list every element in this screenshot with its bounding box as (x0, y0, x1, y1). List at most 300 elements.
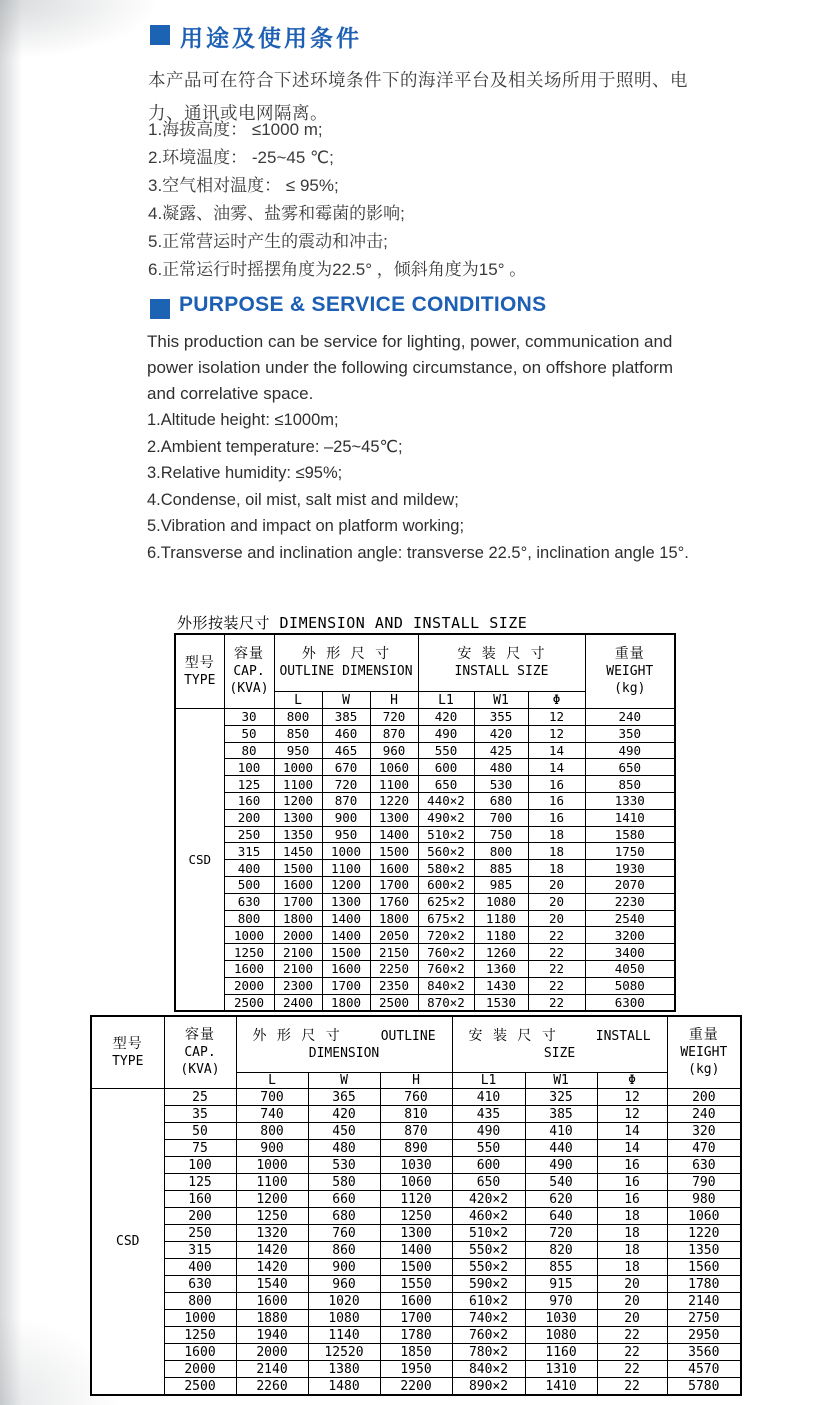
data-cell: 50 (224, 725, 274, 742)
data-cell: 1420 (236, 1259, 308, 1276)
data-cell: 700 (236, 1089, 308, 1106)
data-cell: 2300 (274, 977, 322, 994)
en-condition-list (147, 407, 807, 566)
data-cell: 2400 (274, 994, 322, 1011)
data-cell: 1350 (667, 1242, 741, 1259)
data-cell: 660 (308, 1191, 380, 1208)
data-cell: 250 (164, 1225, 236, 1242)
data-cell: 1250 (380, 1208, 452, 1225)
data-cell: 1320 (236, 1225, 308, 1242)
data-cell: 760×2 (418, 944, 474, 961)
data-cell: 435 (452, 1106, 525, 1123)
data-cell: 18 (528, 843, 585, 860)
data-cell: 14 (597, 1140, 667, 1157)
data-cell: 18 (597, 1242, 667, 1259)
table-row (175, 977, 675, 994)
data-cell: 18 (597, 1208, 667, 1225)
data-cell: 855 (525, 1259, 597, 1276)
data-cell: 870 (380, 1123, 452, 1140)
data-cell: 1750 (585, 843, 675, 860)
data-cell: 22 (597, 1378, 667, 1396)
col-header-outline-dimension: 外 形 尺 寸 OUTLINE DIMENSION (274, 634, 418, 692)
data-cell: 2100 (274, 944, 322, 961)
data-cell: 870 (322, 792, 370, 809)
table-row (175, 742, 675, 759)
data-cell: 320 (667, 1123, 741, 1140)
data-cell: 600 (452, 1157, 525, 1174)
data-cell: 820 (525, 1242, 597, 1259)
data-cell: 490 (418, 725, 474, 742)
data-cell: 1000 (224, 927, 274, 944)
data-cell: 14 (528, 742, 585, 759)
data-cell: 900 (308, 1259, 380, 1276)
data-cell: 4050 (585, 960, 675, 977)
data-cell: 1310 (525, 1361, 597, 1378)
table-row (175, 910, 675, 927)
table-row (175, 792, 675, 809)
data-cell: 22 (597, 1361, 667, 1378)
data-cell: 550×2 (452, 1259, 525, 1276)
data-cell: 3200 (585, 927, 675, 944)
data-cell: 420 (474, 725, 528, 742)
data-cell: 2350 (370, 977, 418, 994)
table-row (175, 759, 675, 776)
data-cell: 2750 (667, 1310, 741, 1327)
data-cell: 2000 (274, 927, 322, 944)
table-row (91, 1378, 741, 1396)
table-row (91, 1123, 741, 1140)
data-cell: 18 (528, 860, 585, 877)
data-cell: 1100 (274, 776, 322, 793)
data-cell: 1300 (322, 893, 370, 910)
data-cell: 490 (525, 1157, 597, 1174)
blue-square-bullet-icon (150, 299, 170, 319)
data-cell: 2230 (585, 893, 675, 910)
data-cell: 800 (224, 910, 274, 927)
data-cell: 16 (597, 1174, 667, 1191)
data-cell: 425 (474, 742, 528, 759)
table-row (175, 927, 675, 944)
data-cell: 1560 (667, 1259, 741, 1276)
data-cell: 1600 (236, 1293, 308, 1310)
data-cell: 720 (525, 1225, 597, 1242)
data-cell: 1080 (308, 1310, 380, 1327)
blue-square-bullet-icon (150, 25, 170, 45)
data-cell: 5080 (585, 977, 675, 994)
data-cell: 365 (308, 1089, 380, 1106)
data-cell: 1000 (274, 759, 322, 776)
data-cell: 1100 (370, 776, 418, 793)
table1-title: 外形按装尺寸 DIMENSION AND INSTALL SIZE (177, 614, 528, 632)
data-cell: 630 (224, 893, 274, 910)
cn-intro-paragraph: 本产品可在符合下述环境条件下的海洋平台及相关场所用于照明、电力、通讯或电网隔离。 (148, 70, 688, 123)
data-cell: 510×2 (452, 1225, 525, 1242)
data-cell: 500 (224, 876, 274, 893)
scan-edge-shading-left (0, 0, 22, 1405)
data-cell: 1030 (525, 1310, 597, 1327)
data-cell: 16 (528, 792, 585, 809)
data-cell: 2260 (236, 1378, 308, 1396)
data-cell: 650 (418, 776, 474, 793)
data-cell: 1600 (322, 960, 370, 977)
data-cell: 16 (597, 1157, 667, 1174)
data-cell: 18 (597, 1225, 667, 1242)
data-cell: 1950 (380, 1361, 452, 1378)
data-cell: 1100 (322, 860, 370, 877)
data-cell: 18 (528, 826, 585, 843)
table-row (91, 1174, 741, 1191)
data-cell: 550 (418, 742, 474, 759)
subcol-W: W (322, 692, 370, 709)
data-cell: 4570 (667, 1361, 741, 1378)
data-cell: 22 (528, 944, 585, 961)
data-cell: 530 (474, 776, 528, 793)
data-cell: 420 (418, 709, 474, 726)
data-cell: 900 (236, 1140, 308, 1157)
data-cell: 30 (224, 709, 274, 726)
section-title-en: PURPOSE & SERVICE CONDITIONS (179, 293, 547, 316)
data-cell: 1120 (380, 1191, 452, 1208)
table-row (91, 1225, 741, 1242)
data-cell: 22 (597, 1327, 667, 1344)
data-cell: 550×2 (452, 1242, 525, 1259)
col-header-type: 型号 TYPE (175, 634, 224, 709)
data-cell: 550 (452, 1140, 525, 1157)
data-cell: 630 (667, 1157, 741, 1174)
cn-list-item: 4.凝露、油雾、盐雾和霉菌的影响; (148, 204, 405, 223)
data-cell: 960 (370, 742, 418, 759)
data-cell: 1080 (474, 893, 528, 910)
data-cell: 620 (525, 1191, 597, 1208)
data-cell: 2540 (585, 910, 675, 927)
data-cell: 1600 (370, 860, 418, 877)
table-row (175, 893, 675, 910)
data-cell: 2200 (380, 1378, 452, 1396)
data-cell: 125 (224, 776, 274, 793)
subcol-phi: Φ (528, 692, 585, 709)
data-cell: 700 (474, 809, 528, 826)
data-cell: 800 (274, 709, 322, 726)
data-cell: 740×2 (452, 1310, 525, 1327)
data-cell: 250 (224, 826, 274, 843)
data-cell: 490 (585, 742, 675, 759)
data-cell: 590×2 (452, 1276, 525, 1293)
data-cell: 1200 (236, 1191, 308, 1208)
data-cell: 600 (418, 759, 474, 776)
data-cell: 600×2 (418, 876, 474, 893)
data-cell: 385 (525, 1106, 597, 1123)
data-cell: 780×2 (452, 1344, 525, 1361)
data-cell: 3560 (667, 1344, 741, 1361)
data-cell: 22 (528, 994, 585, 1011)
data-cell: 200 (224, 809, 274, 826)
data-cell: 890 (380, 1140, 452, 1157)
data-cell: 1180 (474, 910, 528, 927)
table-row (175, 776, 675, 793)
data-cell: 2000 (224, 977, 274, 994)
en-list-item: 5.Vibration and impact on platform working; (147, 517, 465, 535)
data-cell: 460 (322, 725, 370, 742)
data-cell: 1400 (322, 910, 370, 927)
data-cell: 1410 (585, 809, 675, 826)
data-cell: 100 (164, 1157, 236, 1174)
data-cell: 850 (274, 725, 322, 742)
data-cell: 35 (164, 1106, 236, 1123)
dimension-install-table-1 (174, 633, 676, 1012)
data-cell: 670 (322, 759, 370, 776)
data-cell: 1530 (474, 994, 528, 1011)
data-cell: 1180 (474, 927, 528, 944)
data-cell: 580×2 (418, 860, 474, 877)
col-header-outline-dimension: 外 形 尺 寸 OUTLINE DIMENSION (236, 1016, 452, 1073)
table-row (91, 1327, 741, 1344)
data-cell: 20 (528, 910, 585, 927)
data-cell: 3400 (585, 944, 675, 961)
type-cell: CSD (175, 709, 224, 1012)
en-intro-paragraph: This production can be service for lighting, power, communication and power isolation under the following circumstance, on offshore platform and correlative space. (147, 332, 674, 403)
data-cell: 890×2 (452, 1378, 525, 1396)
data-cell: 850 (585, 776, 675, 793)
subcol-L1: L1 (418, 692, 474, 709)
data-cell: 2070 (585, 876, 675, 893)
data-cell: 14 (597, 1123, 667, 1140)
cn-list-item: 2.环境温度： -25~45 ℃; (148, 148, 334, 167)
data-cell: 1360 (474, 960, 528, 977)
data-cell: 325 (525, 1089, 597, 1106)
col-header-weight: 重量 WEIGHT (kg) (667, 1016, 741, 1089)
data-cell: 1400 (322, 927, 370, 944)
data-cell: 20 (528, 893, 585, 910)
data-cell: 1430 (474, 977, 528, 994)
data-cell: 980 (667, 1191, 741, 1208)
data-cell: 760 (380, 1089, 452, 1106)
table-row (91, 1089, 741, 1106)
data-cell: 2140 (236, 1361, 308, 1378)
data-cell: 1500 (370, 843, 418, 860)
data-cell: 50 (164, 1123, 236, 1140)
data-cell: 950 (274, 742, 322, 759)
data-cell: 580 (308, 1174, 380, 1191)
table-row (175, 709, 675, 726)
data-cell: 1700 (274, 893, 322, 910)
data-cell: 760 (308, 1225, 380, 1242)
data-cell: 1400 (380, 1242, 452, 1259)
data-cell: 490 (452, 1123, 525, 1140)
col-header-type: 型号 TYPE (91, 1016, 164, 1089)
table-row (175, 725, 675, 742)
data-cell: 1220 (370, 792, 418, 809)
data-cell: 1060 (667, 1208, 741, 1225)
data-cell: 760×2 (452, 1327, 525, 1344)
data-cell: 1940 (236, 1327, 308, 1344)
data-cell: 200 (667, 1089, 741, 1106)
subcol-L: L (236, 1073, 308, 1089)
data-cell: 12 (528, 709, 585, 726)
data-cell: 1000 (322, 843, 370, 860)
subcol-H: H (380, 1073, 452, 1089)
dimension-install-table-2 (90, 1015, 742, 1396)
table-row (91, 1242, 741, 1259)
subcol-L1: L1 (452, 1073, 525, 1089)
data-cell: 20 (597, 1276, 667, 1293)
data-cell: 1060 (380, 1174, 452, 1191)
data-cell: 2500 (370, 994, 418, 1011)
en-list-item: 3.Relative humidity: ≤95%; (147, 464, 343, 482)
data-cell: 1850 (380, 1344, 452, 1361)
data-cell: 1500 (274, 860, 322, 877)
data-cell: 12520 (308, 1344, 380, 1361)
data-cell: 22 (528, 960, 585, 977)
table-row (91, 1208, 741, 1225)
subcol-W1: W1 (525, 1073, 597, 1089)
data-cell: 650 (452, 1174, 525, 1191)
data-cell: 1380 (308, 1361, 380, 1378)
data-cell: 2050 (370, 927, 418, 944)
data-cell: 1400 (370, 826, 418, 843)
cn-list-item: 1.海拔高度： ≤1000 m; (148, 120, 323, 139)
table-row (91, 1344, 741, 1361)
data-cell: 1500 (322, 944, 370, 961)
data-cell: 530 (308, 1157, 380, 1174)
data-cell: 1880 (236, 1310, 308, 1327)
data-cell: 315 (164, 1242, 236, 1259)
table-row (175, 960, 675, 977)
data-cell: 2000 (164, 1361, 236, 1378)
data-cell: 12 (597, 1106, 667, 1123)
data-cell: 355 (474, 709, 528, 726)
data-cell: 1330 (585, 792, 675, 809)
subcol-H: H (370, 692, 418, 709)
data-cell: 100 (224, 759, 274, 776)
section-title-cn: 用途及使用条件 (180, 25, 362, 51)
data-cell: 870 (370, 725, 418, 742)
cn-list-item: 3.空气相对温度： ≤ 95%; (148, 176, 339, 195)
data-cell: 22 (597, 1344, 667, 1361)
data-cell: 200 (164, 1208, 236, 1225)
data-cell: 1540 (236, 1276, 308, 1293)
data-cell: 1600 (224, 960, 274, 977)
data-cell: 885 (474, 860, 528, 877)
en-list-item: 6.Transverse and inclination angle: transverse 22.5°, inclination angle 15°. (147, 543, 689, 562)
data-cell: 1550 (380, 1276, 452, 1293)
data-cell: 14 (528, 759, 585, 776)
data-cell: 790 (667, 1174, 741, 1191)
data-cell: 400 (224, 860, 274, 877)
data-cell: 20 (528, 876, 585, 893)
data-cell: 630 (164, 1276, 236, 1293)
col-header-install-size: 安 装 尺 寸 INSTALL SIZE (418, 634, 585, 692)
data-cell: 420 (308, 1106, 380, 1123)
data-cell: 800 (236, 1123, 308, 1140)
data-cell: 1350 (274, 826, 322, 843)
data-cell: 2500 (224, 994, 274, 1011)
data-cell: 450 (308, 1123, 380, 1140)
data-cell: 2140 (667, 1293, 741, 1310)
data-cell: 2250 (370, 960, 418, 977)
data-cell: 840×2 (452, 1361, 525, 1378)
data-cell: 1580 (585, 826, 675, 843)
data-cell: 315 (224, 843, 274, 860)
data-cell: 1250 (236, 1208, 308, 1225)
data-cell: 720 (322, 776, 370, 793)
subcol-phi: Φ (597, 1073, 667, 1089)
data-cell: 1780 (667, 1276, 741, 1293)
data-cell: 760×2 (418, 960, 474, 977)
data-cell: 1300 (274, 809, 322, 826)
data-cell: 1160 (525, 1344, 597, 1361)
cn-list-item: 6.正常运行时摇摆角度为22.5° ，倾斜角度为15° 。 (148, 260, 527, 279)
data-cell: 125 (164, 1174, 236, 1191)
col-header-capacity: 容量 CAP. (KVA) (224, 634, 274, 709)
data-cell: 1250 (224, 944, 274, 961)
data-cell: 420×2 (452, 1191, 525, 1208)
table-row (175, 876, 675, 893)
data-cell: 12 (597, 1089, 667, 1106)
table-row (175, 826, 675, 843)
table-row (91, 1140, 741, 1157)
data-cell: 1060 (370, 759, 418, 776)
data-cell: 1140 (308, 1327, 380, 1344)
data-cell: 840×2 (418, 977, 474, 994)
data-cell: 16 (597, 1191, 667, 1208)
data-cell: 740 (236, 1106, 308, 1123)
table-row (91, 1191, 741, 1208)
data-cell: 1020 (308, 1293, 380, 1310)
data-cell: 22 (528, 927, 585, 944)
data-cell: 440×2 (418, 792, 474, 809)
data-cell: 1300 (380, 1225, 452, 1242)
data-cell: 2100 (274, 960, 322, 977)
data-cell: 1000 (236, 1157, 308, 1174)
table-row (91, 1310, 741, 1327)
cn-list-item: 5.正常营运时产生的震动和冲击; (148, 232, 388, 251)
data-cell: 16 (528, 809, 585, 826)
table-row (91, 1157, 741, 1174)
data-cell: 610×2 (452, 1293, 525, 1310)
data-cell: 1600 (274, 876, 322, 893)
data-cell: 970 (525, 1293, 597, 1310)
table-row (91, 1276, 741, 1293)
data-cell: 800 (474, 843, 528, 860)
data-cell: 1220 (667, 1225, 741, 1242)
data-cell: 1600 (380, 1293, 452, 1310)
data-cell: 2500 (164, 1378, 236, 1396)
table-row (175, 860, 675, 877)
table-row (175, 944, 675, 961)
data-cell: 810 (380, 1106, 452, 1123)
data-cell: 915 (525, 1276, 597, 1293)
table-row (175, 994, 675, 1011)
data-cell: 1700 (370, 876, 418, 893)
data-cell: 1000 (164, 1310, 236, 1327)
table-row (175, 809, 675, 826)
data-cell: 560×2 (418, 843, 474, 860)
data-cell: 510×2 (418, 826, 474, 843)
data-cell: 480 (474, 759, 528, 776)
data-cell: 240 (667, 1106, 741, 1123)
col-header-weight: 重量 WEIGHT (kg) (585, 634, 675, 709)
data-cell: 20 (597, 1293, 667, 1310)
data-cell: 1100 (236, 1174, 308, 1191)
data-cell: 1700 (322, 977, 370, 994)
data-cell: 25 (164, 1089, 236, 1106)
data-cell: 720×2 (418, 927, 474, 944)
data-cell: 240 (585, 709, 675, 726)
data-cell: 490×2 (418, 809, 474, 826)
data-cell: 470 (667, 1140, 741, 1157)
data-cell: 1080 (525, 1327, 597, 1344)
en-list-item: 2.Ambient temperature: –25~45℃; (147, 437, 403, 456)
